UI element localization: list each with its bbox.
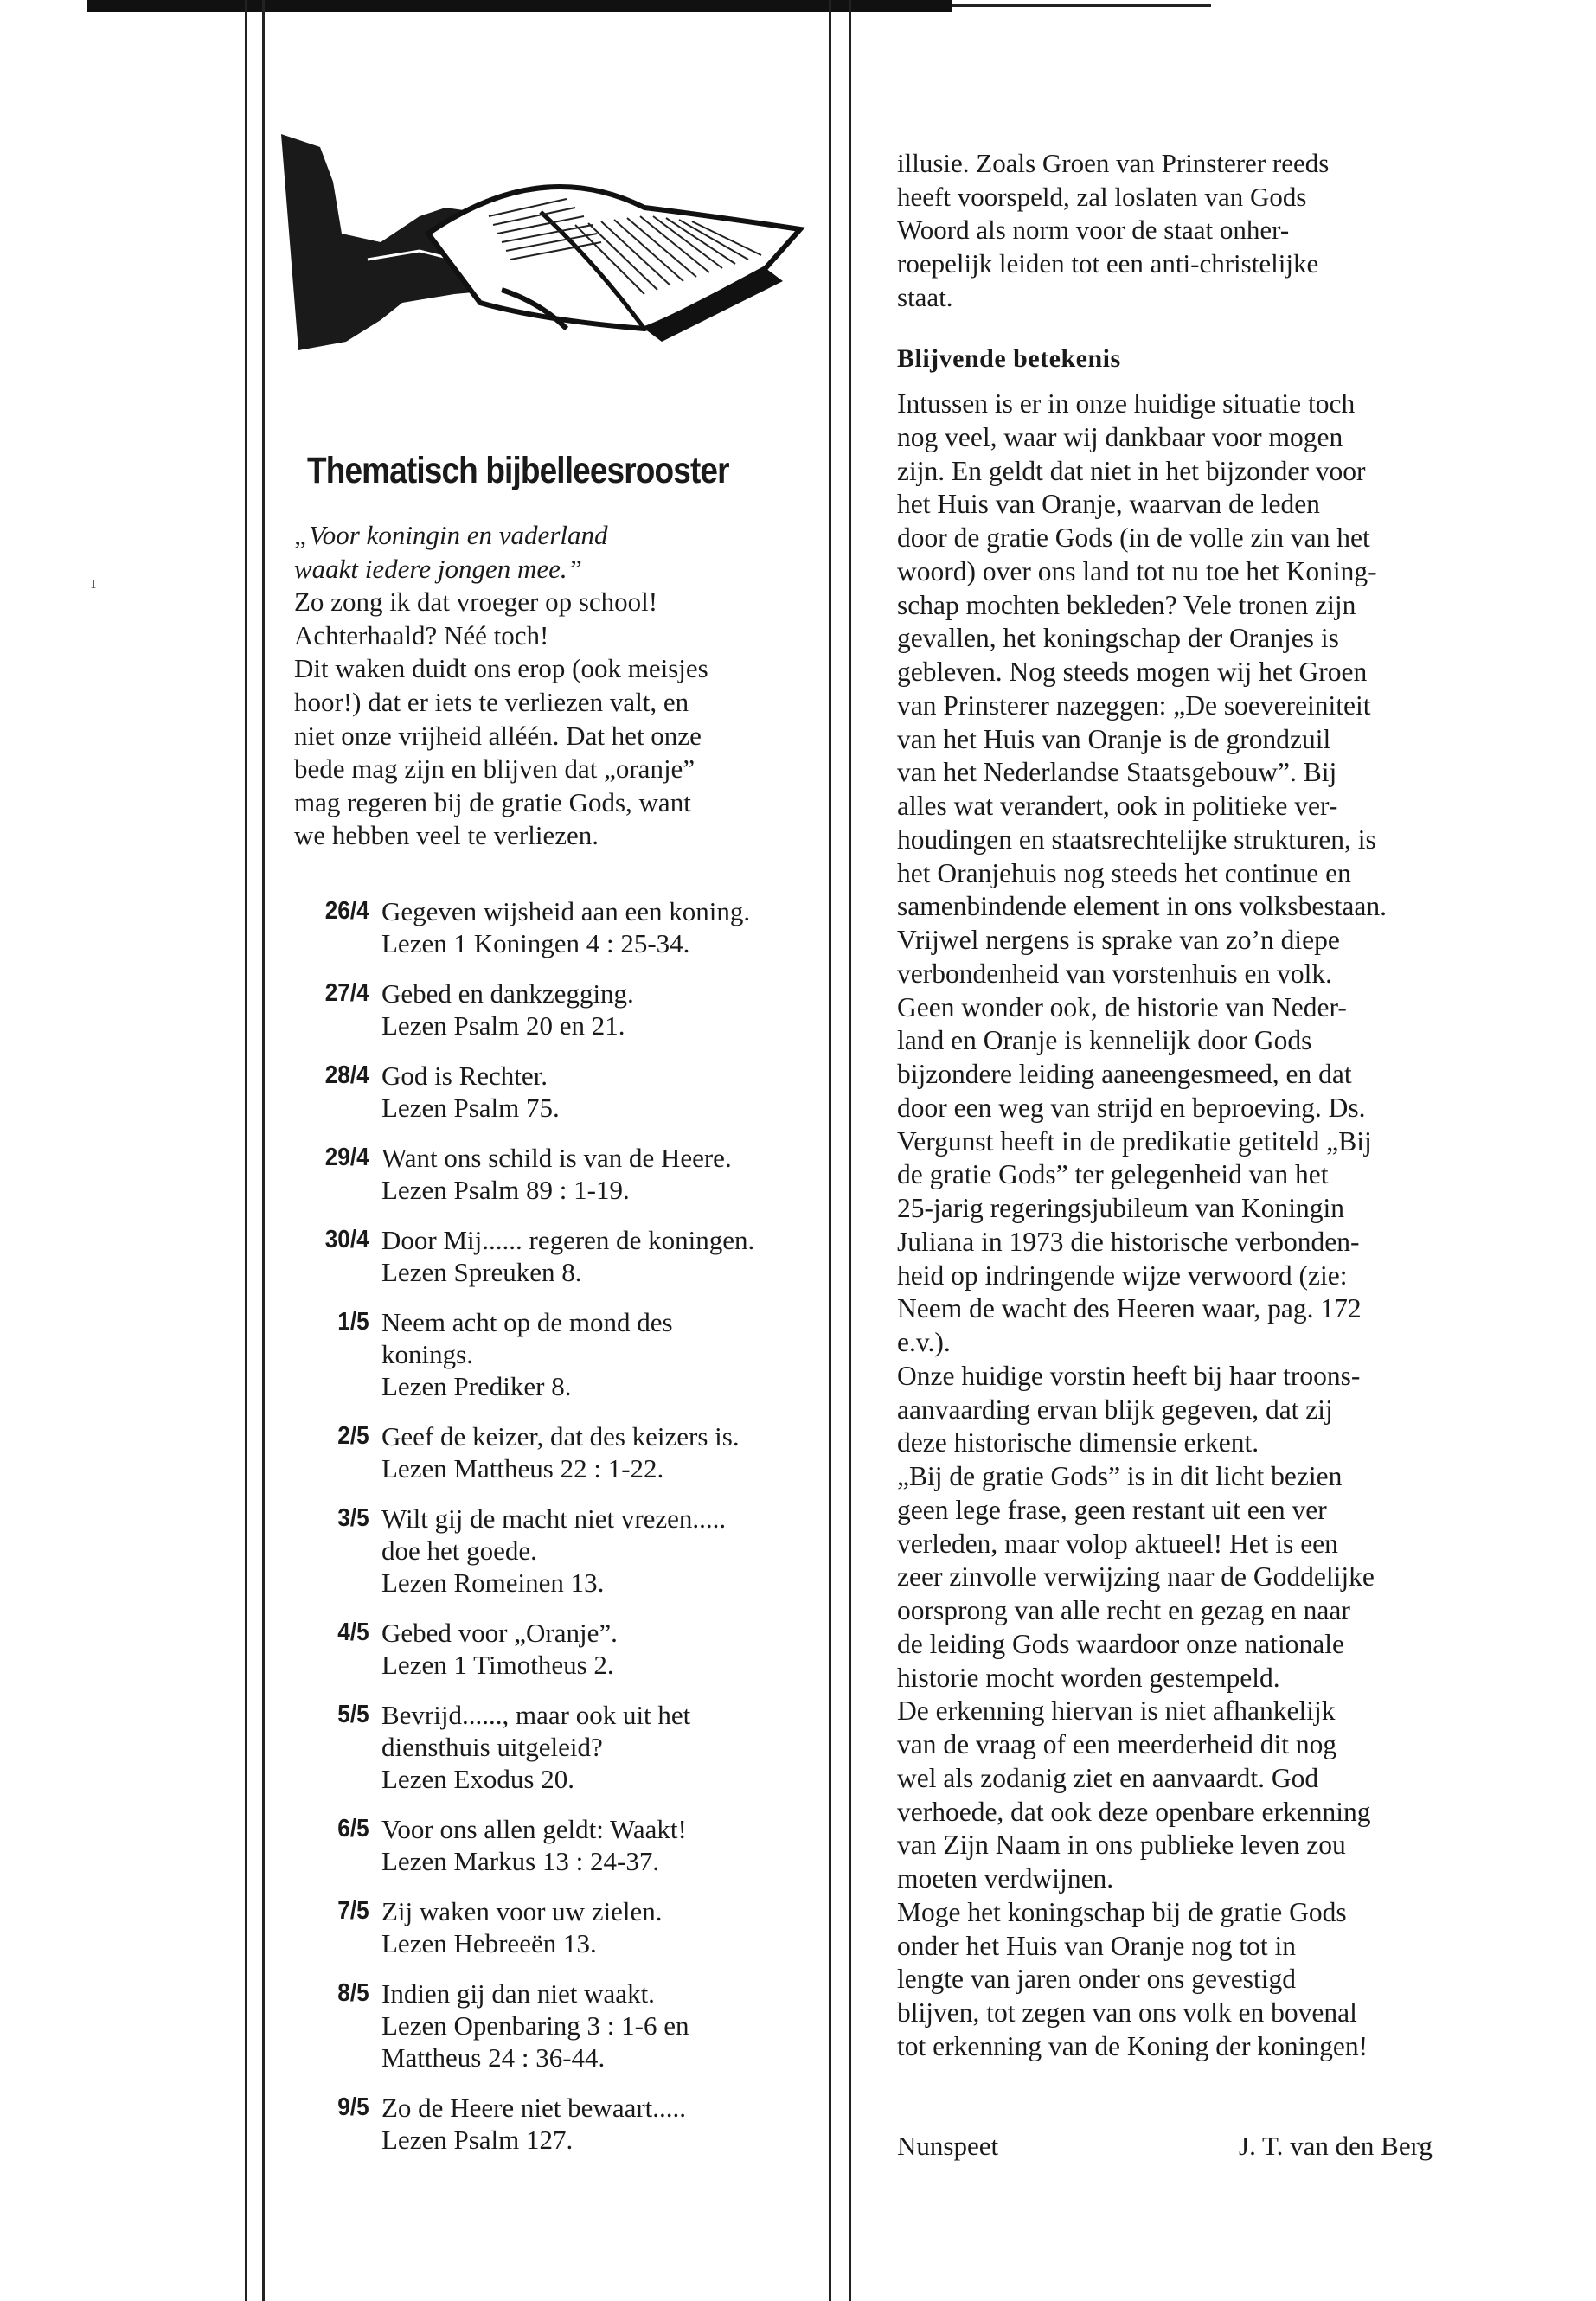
- text-line: historie mocht worden gestempeld.: [897, 1662, 1280, 1693]
- schedule-line: Lezen Psalm 89 : 1-19.: [381, 1175, 630, 1205]
- text-line: wel als zodanig ziet en aanvaardt. God: [897, 1762, 1319, 1793]
- text-line: De erkenning hiervan is niet afhankelijk: [897, 1695, 1336, 1727]
- schedule-text: [381, 1813, 817, 1877]
- reading-schedule: [294, 895, 817, 2174]
- schedule-line: Voor ons allen geldt: Waakt!: [381, 1814, 687, 1844]
- text-line: lengte van jaren onder ons gevestigd: [897, 1964, 1296, 1995]
- schedule-entry: [294, 1420, 817, 1484]
- text-line: van het Huis van Oranje is de grondzuil: [897, 723, 1331, 754]
- text-line: samenbindende element in ons volksbestaan.: [897, 891, 1387, 922]
- text-line: staat.: [897, 281, 953, 312]
- schedule-date: 2/5: [337, 1422, 369, 1450]
- schedule-text: [381, 895, 817, 959]
- text-line: heid op indringende wijze verwoord (zie:: [897, 1259, 1348, 1291]
- schedule-line: Lezen Prediker 8.: [381, 1371, 572, 1401]
- schedule-line: Zo de Heere niet bewaart.....: [381, 2093, 687, 2123]
- schedule-line: Neem acht op de mond des: [381, 1307, 673, 1337]
- schedule-date: 29/4: [324, 1144, 369, 1171]
- schedule-entry: [294, 895, 817, 959]
- text-line: blijven, tot zegen van ons volk en bovenal: [897, 1997, 1357, 2028]
- top-rule: [87, 0, 952, 12]
- schedule-line: Lezen Hebreeën 13.: [381, 1928, 597, 1958]
- text-line: „Bij de gratie Gods” is in dit licht bezien: [897, 1461, 1343, 1491]
- schedule-line: Mattheus 24 : 36-44.: [381, 2042, 606, 2073]
- schedule-entry: [294, 1699, 817, 1795]
- schedule-text: [381, 1306, 817, 1402]
- schedule-line: Gegeven wijsheid aan een koning.: [381, 896, 751, 926]
- intro-line: Zo zong ik dat vroeger op school!: [294, 586, 658, 618]
- text-line: woord) over ons land tot nu toe het Koning-: [897, 555, 1377, 586]
- text-line: houdingen en staatsrechtelijke strukturen, is: [897, 824, 1376, 855]
- schedule-line: God is Rechter.: [381, 1061, 548, 1091]
- schedule-date: 1/5: [337, 1308, 369, 1336]
- text-line: geen lege frase, geen restant uit een ver: [897, 1494, 1327, 1525]
- schedule-line: Lezen Romeinen 13.: [381, 1567, 605, 1598]
- schedule-line: Gebed voor „Oranje”.: [381, 1618, 618, 1648]
- schedule-text: [381, 1503, 817, 1599]
- schedule-text: [381, 1420, 817, 1484]
- text-line: de leiding Gods waardoor onze nationale: [897, 1628, 1344, 1659]
- text-line: tot erkenning van de Koning der koningen!: [897, 2030, 1368, 2061]
- column-rule: [829, 0, 831, 2301]
- intro-text: [294, 519, 817, 853]
- text-line: verleden, maar volop aktueel! Het is een: [897, 1528, 1338, 1559]
- schedule-line: Wilt gij de macht niet vrezen.....: [381, 1503, 727, 1534]
- text-line: bijzondere leiding aaneengesmeed, en dat: [897, 1059, 1352, 1089]
- schedule-line: Lezen Psalm 75.: [381, 1093, 560, 1123]
- schedule-entry: [294, 1895, 817, 1959]
- schedule-date: 3/5: [337, 1504, 369, 1532]
- text-line: deze historische dimensie erkent.: [897, 1427, 1259, 1458]
- margin-mark: ı: [91, 571, 97, 593]
- text-line: van het Nederlandse Staatsgebouw”. Bij: [897, 757, 1337, 788]
- schedule-line: Lezen Psalm 20 en 21.: [381, 1010, 625, 1041]
- schedule-date: 9/5: [337, 2093, 369, 2121]
- schedule-date: 5/5: [337, 1701, 369, 1728]
- schedule-line: Zij waken voor uw zielen.: [381, 1896, 663, 1926]
- schedule-line: Want ons schild is van de Heere.: [381, 1143, 732, 1173]
- text-line: het Huis van Oranje, waarvan de leden: [897, 489, 1320, 520]
- intro-line: bede mag zijn en blijven dat „oranje”: [294, 753, 695, 785]
- column-rule: [245, 0, 247, 2301]
- article-body: [897, 388, 1503, 2064]
- schedule-date: 28/4: [324, 1061, 369, 1089]
- schedule-entry: [294, 1503, 817, 1599]
- schedule-line: Lezen 1 Koningen 4 : 25-34.: [381, 928, 690, 958]
- schedule-date: 30/4: [324, 1226, 369, 1253]
- schedule-line: Lezen Openbaring 3 : 1-6 en: [381, 2010, 689, 2041]
- text-line: van Prinsterer nazeggen: „De soevereiniteit: [897, 689, 1371, 721]
- schedule-date: 4/5: [337, 1618, 369, 1646]
- text-line: Onze huidige vorstin heeft bij haar troons-: [897, 1360, 1361, 1391]
- schedule-line: Geef de keizer, dat des keizers is.: [381, 1421, 740, 1452]
- schedule-text: [381, 1224, 817, 1288]
- text-line: oorsprong van alle recht en gezag en naar: [897, 1595, 1350, 1625]
- text-line: nog veel, waar wij dankbaar voor mogen: [897, 421, 1343, 452]
- text-line: heeft voorspeld, zal loslaten van Gods: [897, 181, 1307, 212]
- text-line: e.v.).: [897, 1327, 951, 1357]
- schedule-line: Lezen 1 Timotheus 2.: [381, 1650, 614, 1680]
- schedule-entry: [294, 1813, 817, 1877]
- schedule-entry: [294, 1617, 817, 1681]
- text-line: van de vraag of een meerderheid dit nog: [897, 1729, 1337, 1759]
- schedule-text: [381, 2092, 817, 2156]
- text-line: Neem de wacht des Heeren waar, pag. 172: [897, 1293, 1362, 1324]
- schedule-text: [381, 1142, 817, 1206]
- schedule-text: [381, 1699, 817, 1795]
- text-line: verhoede, dat ook deze openbare erkenning: [897, 1796, 1371, 1827]
- signature-author: J. T. van den Berg: [1239, 2131, 1433, 2161]
- intro-line: we hebben veel te verliezen.: [294, 820, 599, 851]
- schedule-line: Lezen Exodus 20.: [381, 1764, 574, 1794]
- text-line: schap mochten bekleden? Vele tronen zijn: [897, 589, 1356, 620]
- schedule-entry: [294, 1060, 817, 1124]
- schedule-date: 8/5: [337, 1979, 369, 2007]
- schedule-text: [381, 1060, 817, 1124]
- schedule-entry: [294, 1306, 817, 1402]
- intro-line: Dit waken duidt ons erop (ook meisjes: [294, 653, 708, 684]
- schedule-text: [381, 1977, 817, 2073]
- text-line: roepelijk leiden tot een anti-christelijke: [897, 248, 1319, 279]
- top-rule-thin: [952, 4, 1211, 7]
- text-line: gevallen, het koningschap der Oranjes is: [897, 623, 1339, 654]
- schedule-entry: [294, 1977, 817, 2073]
- text-line: gebleven. Nog steeds mogen wij het Groen: [897, 657, 1368, 687]
- text-line: van Zijn Naam in ons publieke leven zou: [897, 1830, 1346, 1861]
- text-line: door een weg van strijd en beproeving. Ds.: [897, 1092, 1366, 1123]
- text-line: verbondenheid van vorstenhuis en volk.: [897, 958, 1333, 989]
- schedule-line: Indien gij dan niet waakt.: [381, 1978, 655, 2009]
- text-line: Intussen is er in onze huidige situatie toch: [897, 388, 1356, 419]
- schedule-line: Lezen Spreuken 8.: [381, 1257, 582, 1287]
- text-line: Moge het koningschap bij de gratie Gods: [897, 1896, 1347, 1927]
- text-line: Geen wonder ook, de historie van Neder-: [897, 991, 1347, 1022]
- signature-place: Nunspeet: [897, 2131, 999, 2161]
- intro-quote-line: waakt iedere jongen mee.”: [294, 553, 582, 584]
- text-line: het Oranjehuis nog steeds het continue en: [897, 857, 1351, 888]
- schedule-line: Lezen Mattheus 22 : 1-22.: [381, 1453, 664, 1484]
- schedule-entry: [294, 1142, 817, 1206]
- intro-line: niet onze vrijheid alléén. Dat het onze: [294, 720, 702, 751]
- schedule-line: doe het goede.: [381, 1535, 537, 1566]
- text-line: Woord als norm voor de staat onher-: [897, 215, 1290, 246]
- schedule-line: Gebed en dankzegging.: [381, 978, 634, 1009]
- text-line: onder het Huis van Oranje nog tot in: [897, 1930, 1297, 1961]
- text-line: door de gratie Gods (in de volle zin van het: [897, 522, 1370, 553]
- article-continuation: [897, 147, 1503, 315]
- text-line: Juliana in 1973 die historische verbonden-: [897, 1226, 1360, 1257]
- schedule-line: Lezen Markus 13 : 24-37.: [381, 1846, 660, 1876]
- schedule-line: Bevrijd......, maar ook uit het: [381, 1700, 691, 1730]
- schedule-date: 27/4: [324, 979, 369, 1007]
- text-line: de gratie Gods” ter gelegenheid van het: [897, 1159, 1329, 1190]
- schedule-line: diensthuis uitgeleid?: [381, 1732, 603, 1762]
- schedule-date: 7/5: [337, 1897, 369, 1925]
- text-line: moeten verdwijnen.: [897, 1863, 1114, 1894]
- intro-line: hoor!) dat er iets te verliezen valt, en: [294, 686, 689, 717]
- schedule-entry: [294, 1224, 817, 1288]
- intro-quote-line: „Voor koningin en vaderland: [294, 520, 608, 550]
- text-line: alles wat verandert, ook in politieke ver-: [897, 791, 1338, 821]
- schedule-text: [381, 1617, 817, 1681]
- column-rule: [262, 0, 265, 2301]
- text-line: land en Oranje is kennelijk door Gods: [897, 1025, 1312, 1056]
- schedule-text: [381, 977, 817, 1042]
- schedule-line: konings.: [381, 1339, 473, 1369]
- intro-line: mag regeren bij de gratie Gods, want: [294, 786, 691, 817]
- text-line: illusie. Zoals Groen van Prinsterer reeds: [897, 148, 1330, 178]
- schedule-date: 6/5: [337, 1815, 369, 1843]
- text-line: Vrijwel nergens is sprake van zo’n diepe: [897, 925, 1340, 955]
- article-title: Thematisch bijbelleesrooster: [307, 450, 729, 491]
- text-line: zijn. En geldt dat niet in het bijzonder voor: [897, 455, 1366, 486]
- schedule-entry: [294, 2092, 817, 2156]
- column-rule: [849, 0, 851, 2301]
- bible-hand-illustration: [281, 130, 817, 441]
- schedule-text: [381, 1895, 817, 1959]
- section-heading: Blijvende betekenis: [897, 344, 1121, 373]
- schedule-line: Door Mij...... regeren de koningen.: [381, 1225, 755, 1255]
- text-line: 25-jarig regeringsjubileum van Koningin: [897, 1193, 1345, 1223]
- intro-line: Achterhaald? Néé toch!: [294, 619, 549, 651]
- text-line: aanvaarding ervan blijk gegeven, dat zij: [897, 1394, 1333, 1425]
- schedule-line: Lezen Psalm 127.: [381, 2125, 574, 2155]
- text-line: Vergunst heeft in de predikatie getiteld „Bij: [897, 1125, 1372, 1157]
- schedule-date: 26/4: [324, 897, 369, 925]
- schedule-entry: [294, 977, 817, 1042]
- text-line: zeer zinvolle verwijzing naar de Goddelijke: [897, 1561, 1375, 1593]
